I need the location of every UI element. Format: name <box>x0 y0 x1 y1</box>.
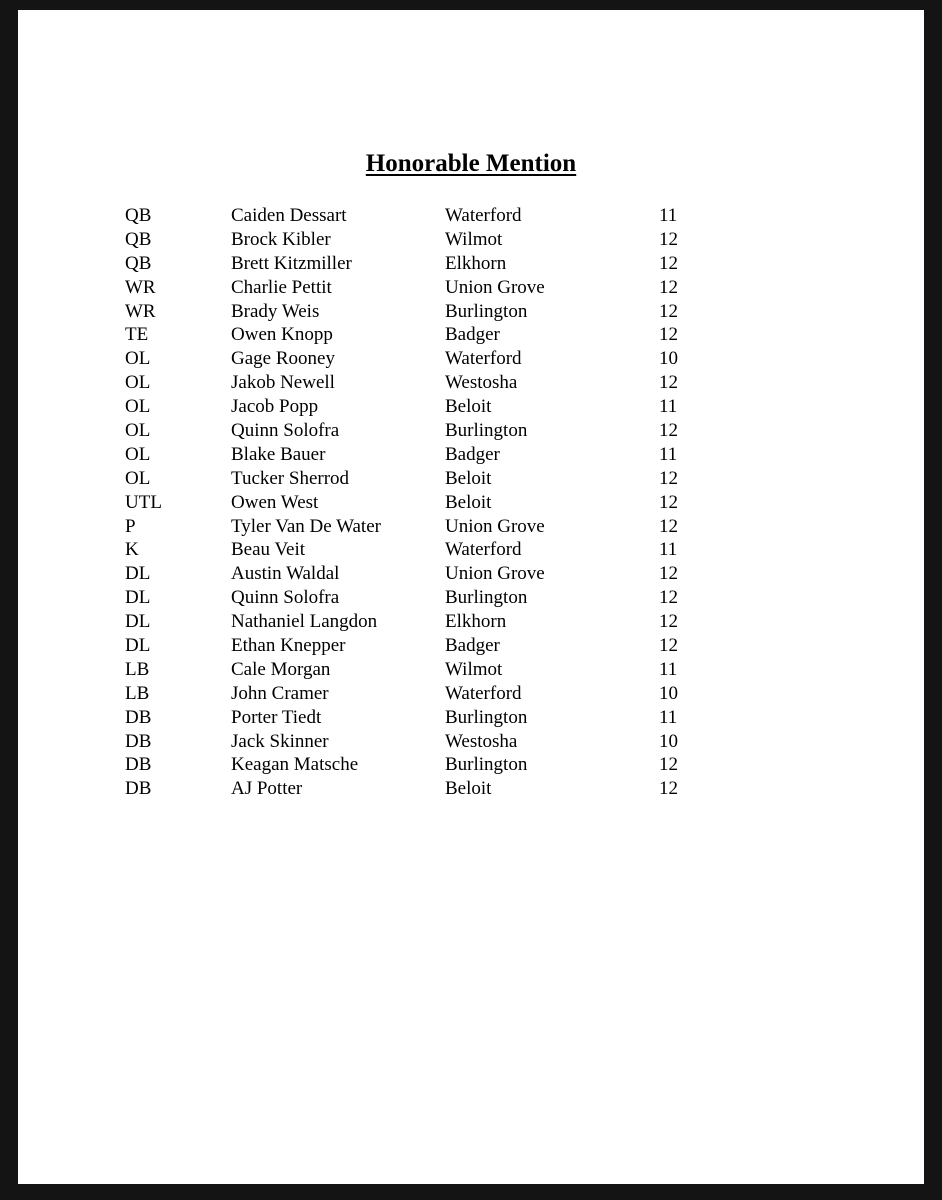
player-position: K <box>125 539 139 561</box>
player-position: DB <box>125 778 152 800</box>
player-school: Elkhorn <box>445 611 507 633</box>
player-name: Keagan Matsche <box>231 754 359 776</box>
player-position: DB <box>125 706 152 728</box>
player-position: LB <box>125 682 150 704</box>
player-position: TE <box>125 324 149 346</box>
player-row <box>125 443 725 467</box>
player-grade: 10 <box>659 348 678 370</box>
player-school: Waterford <box>445 682 522 704</box>
player-position: DL <box>125 587 151 609</box>
player-row <box>125 610 725 634</box>
player-school: Burlington <box>445 420 528 442</box>
player-name: Brett Kitzmiller <box>231 252 352 274</box>
player-grade: 11 <box>659 396 678 418</box>
player-school: Union Grove <box>445 515 545 537</box>
player-grade: 10 <box>659 730 678 752</box>
player-row <box>125 538 725 562</box>
player-name: Quinn Solofra <box>231 420 340 442</box>
player-position: OL <box>125 443 151 465</box>
player-grade: 11 <box>659 539 678 561</box>
player-school: Beloit <box>445 467 492 489</box>
player-row <box>125 204 725 228</box>
player-position: DL <box>125 611 151 633</box>
player-school: Elkhorn <box>445 252 507 274</box>
player-school: Beloit <box>445 491 492 513</box>
player-grade: 12 <box>659 515 678 537</box>
player-school: Badger <box>445 635 500 657</box>
player-name: AJ Potter <box>231 778 303 800</box>
player-grade: 12 <box>659 420 678 442</box>
player-name: Austin Waldal <box>231 563 340 585</box>
player-grade: 12 <box>659 228 678 250</box>
player-position: OL <box>125 372 151 394</box>
player-position: OL <box>125 420 151 442</box>
player-position: QB <box>125 252 152 274</box>
player-school: Burlington <box>445 300 528 322</box>
player-row <box>125 706 725 730</box>
player-row <box>125 276 725 300</box>
player-name: Caiden Dessart <box>231 205 347 226</box>
player-grade: 12 <box>659 372 678 394</box>
player-name: Nathaniel Langdon <box>231 611 378 633</box>
player-row <box>125 562 725 586</box>
player-grade: 11 <box>659 658 678 680</box>
player-position: WR <box>125 300 156 322</box>
player-name: Cale Morgan <box>231 658 331 680</box>
player-row <box>125 228 725 252</box>
player-row <box>125 491 725 515</box>
player-grade: 12 <box>659 635 678 657</box>
player-row <box>125 300 725 324</box>
player-list <box>125 204 725 801</box>
player-name: Porter Tiedt <box>231 706 322 728</box>
player-position: P <box>125 515 136 537</box>
player-school: Beloit <box>445 396 492 418</box>
player-school: Burlington <box>445 706 528 728</box>
player-name: Beau Veit <box>231 539 306 561</box>
player-school: Westosha <box>445 730 518 752</box>
player-grade: 11 <box>659 443 678 465</box>
player-grade: 12 <box>659 300 678 322</box>
player-position: OL <box>125 348 151 370</box>
player-name: Blake Bauer <box>231 443 326 465</box>
player-name: Gage Rooney <box>231 348 335 370</box>
player-name: Brock Kibler <box>231 228 331 250</box>
page-title: Honorable Mention <box>365 150 577 177</box>
player-school: Waterford <box>445 205 522 226</box>
player-grade: 11 <box>659 706 678 728</box>
player-school: Waterford <box>445 539 522 561</box>
player-grade: 12 <box>659 778 678 800</box>
player-row <box>125 586 725 610</box>
player-name: Quinn Solofra <box>231 587 340 609</box>
player-position: QB <box>125 228 152 250</box>
player-position: DL <box>125 635 151 657</box>
player-position: DB <box>125 730 152 752</box>
player-grade: 12 <box>659 491 678 513</box>
document-page <box>18 10 924 1184</box>
player-school: Burlington <box>445 587 528 609</box>
player-name: Owen Knopp <box>231 324 333 346</box>
player-school: Badger <box>445 443 500 465</box>
player-row <box>125 753 725 777</box>
player-position: UTL <box>125 491 162 513</box>
player-row <box>125 347 725 371</box>
player-position: OL <box>125 467 151 489</box>
player-grade: 12 <box>659 611 678 633</box>
player-grade: 12 <box>659 276 678 298</box>
player-position: DL <box>125 563 151 585</box>
player-name: Jack Skinner <box>231 730 329 752</box>
player-school: Badger <box>445 324 500 346</box>
player-row <box>125 730 725 754</box>
player-school: Wilmot <box>445 228 503 250</box>
player-name: Owen West <box>231 491 319 513</box>
player-row <box>125 682 725 706</box>
player-name: Brady Weis <box>231 300 320 322</box>
player-name: Ethan Knepper <box>231 635 346 657</box>
player-grade: 12 <box>659 587 678 609</box>
player-grade: 12 <box>659 754 678 776</box>
player-school: Burlington <box>445 754 528 776</box>
player-grade: 12 <box>659 324 678 346</box>
player-name: Tyler Van De Water <box>231 515 381 537</box>
player-row <box>125 252 725 276</box>
player-row <box>125 777 725 801</box>
player-position: LB <box>125 658 150 680</box>
player-row <box>125 634 725 658</box>
player-grade: 11 <box>659 205 678 226</box>
player-school: Wilmot <box>445 658 503 680</box>
player-row <box>125 467 725 491</box>
player-position: WR <box>125 276 156 298</box>
player-school: Westosha <box>445 372 518 394</box>
player-school: Waterford <box>445 348 522 370</box>
player-name: Jacob Popp <box>231 396 319 418</box>
player-name: Jakob Newell <box>231 372 335 394</box>
player-position: QB <box>125 205 152 226</box>
player-row <box>125 395 725 419</box>
player-row <box>125 371 725 395</box>
player-grade: 12 <box>659 467 678 489</box>
player-school: Beloit <box>445 778 492 800</box>
player-school: Union Grove <box>445 563 545 585</box>
player-row <box>125 658 725 682</box>
player-name: Tucker Sherrod <box>231 467 350 489</box>
player-position: DB <box>125 754 152 776</box>
player-grade: 12 <box>659 563 678 585</box>
player-row <box>125 419 725 443</box>
player-name: Charlie Pettit <box>231 276 332 298</box>
player-grade: 10 <box>659 682 678 704</box>
player-position: OL <box>125 396 151 418</box>
player-name: John Cramer <box>231 682 329 704</box>
player-grade: 12 <box>659 252 678 274</box>
player-row <box>125 323 725 347</box>
player-school: Union Grove <box>445 276 545 298</box>
player-row <box>125 515 725 539</box>
